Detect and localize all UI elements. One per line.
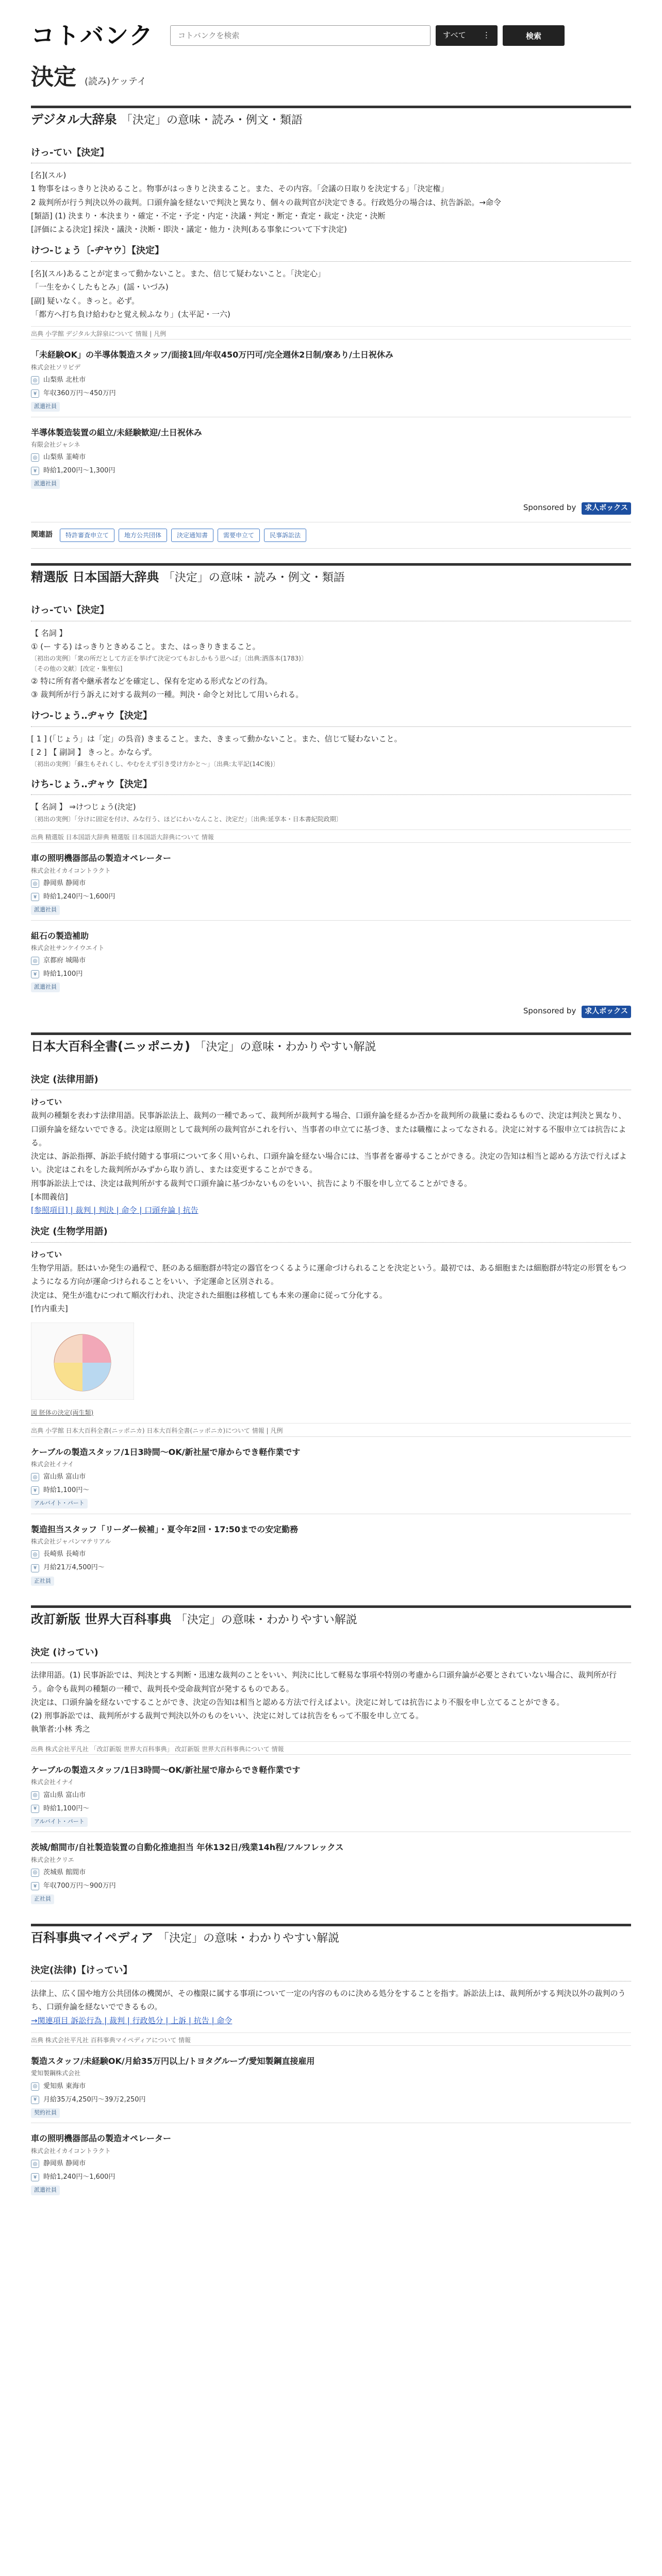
job-ad-title[interactable]: 組石の製造補助 <box>31 930 89 941</box>
entry-definition: ① (ー する) はっきりときめること。また、はっきりきまること。 <box>31 641 260 651</box>
chevron-down-icon: ⋮ <box>483 30 490 40</box>
entry-paragraph: 法律用語。(1) 民事訴訟では、判決とする判断・迅速な裁判のことをいい、判決に比して軽易な事項や特別の考慮から口頭弁論が必要とされていない場合に、裁判所が行う。命令も裁判の種類の一種で、裁判長や受命裁判官が発するものである。 <box>31 1670 617 1693</box>
money-icon: ¥ <box>31 1882 39 1890</box>
job-ad-pay: 時給1,200円〜1,300円 <box>43 467 115 475</box>
job-ad-type: 派遣社員 <box>31 479 60 489</box>
site-header <box>31 0 631 52</box>
job-ad[interactable] <box>31 842 631 920</box>
entry-example: 「都方へ打ち負け給わむと覚え候ふなり」(太平記・一六) <box>31 309 230 319</box>
job-ad-company: 株式会社クリエ <box>31 1856 74 1863</box>
search-scope-select[interactable] <box>436 25 498 46</box>
job-ad-company: 株式会社ソリビデ <box>31 363 81 371</box>
job-ad[interactable] <box>31 920 631 997</box>
job-ad-title[interactable]: 「未経験OK」の半導体製造スタッフ/面接1回/年収450万円可/完全週休2日制/寮あり/土日祝休み <box>31 350 393 360</box>
job-ad-pay: 時給1,100円〜 <box>43 1486 90 1495</box>
job-ad-title[interactable]: 茨城/館間市/自社製造装置の自動化推進担当 年休132日/残業14h程/フルフレックス <box>31 1842 344 1853</box>
job-ad-place: 静岡県 静岡市 <box>43 2159 86 2167</box>
location-icon: ◎ <box>31 879 39 888</box>
location-icon: ◎ <box>31 1473 39 1481</box>
job-ad-company: 有限会社ジャシネ <box>31 440 80 448</box>
dictionary-name: デジタル大辞泉 <box>31 112 117 127</box>
sponsored-by <box>31 501 631 515</box>
job-ad-place: 長崎県 長崎市 <box>43 1550 86 1558</box>
entry-pos: [名](スル) <box>31 171 67 180</box>
entry-heading: 決定 (けってい) <box>31 1645 631 1664</box>
entry-definition: 2 裁判所が行う判決以外の裁判。口頭弁論を経ないで判決と異なり、個々の裁判官が決定できる。行政処分の場合は、抗告訴訟。→命令 <box>31 197 501 207</box>
sponsor-label: Sponsored by <box>523 502 576 512</box>
related-chip[interactable]: 決定通知書 <box>171 529 213 542</box>
entry-heading: 決定 (法律用語) <box>31 1072 631 1091</box>
job-ad[interactable] <box>31 2123 631 2200</box>
entry-paragraph: 刑事訴訟法上では、決定は裁判所がする裁判で口頭弁論に基づかないものをいい、抗告により不服を申し立てることができる。 <box>31 1178 472 1188</box>
entry-definition: 【 名詞 】 ⇒けつじょう(決定) <box>31 802 136 812</box>
dictionary-heading-sub: 「決定」の意味・わかりやすい解説 <box>175 1614 357 1627</box>
job-ad[interactable] <box>31 417 631 494</box>
related-words <box>31 522 631 549</box>
job-ad-pay: 年収360万円〜450万円 <box>43 389 116 398</box>
entry-heading: けつ‐じょう〔‐ヂヤウ〕【決定】 <box>31 243 631 262</box>
job-ad-company: 株式会社イカイコントラクト <box>31 2147 111 2155</box>
entry-citation: 〔初出の実例〕「蘇生もそれくし、やむをえず引き受け方かと〜」〔出典:太平記(14C後)〕 <box>31 760 279 768</box>
entry-citation: 〔初出の実例〕「分けに固定を付け、みな行う、ほどにわいなんこと、決定だ」〔出典:延享本・日本書紀院政期〕 <box>31 815 342 823</box>
related-chip[interactable]: 地方公共団体 <box>119 529 167 542</box>
entry-paragraph: 決定は、発生が進むにつれて順次行われ、決定された細胞は移植しても本来の運命に従って分化する。 <box>31 1290 387 1300</box>
job-ad-title[interactable]: ケーブルの製造スタッフ/1日3時間〜OK/新社屋で扉からでき軽作業です <box>31 1765 301 1775</box>
entry-source: 出典 精選版 日本国語大辞典 精選版 日本国語大辞典について 情報 <box>31 829 631 842</box>
figure-caption[interactable]: 図 胚体の決定(両生類) <box>31 1409 94 1416</box>
money-icon: ¥ <box>31 1805 39 1813</box>
dictionary-heading <box>31 1924 631 1956</box>
dictionary-heading-sub: 「決定」の意味・わかりやすい解説 <box>157 1931 339 1945</box>
dictionary-heading <box>31 1032 631 1065</box>
sponsor-label: Sponsored by <box>523 1006 576 1015</box>
entry-paragraph: 決定は、訴訟指揮、訴訟手続付随する事項について多く用いられ、口頭弁論を経ない場合には、当事者を審尋することができる。決定の告知は相当と認める方法で行えばよい。決定はこれをした裁判所がみずから取り消し、または変更することができる。 <box>31 1151 627 1175</box>
job-ad-title[interactable]: ケーブルの製造スタッフ/1日3時間〜OK/新社屋で扉からでき軽作業です <box>31 1447 301 1457</box>
entry-heading: けつ‐じょう‥ヂャウ【決定】 <box>31 708 631 727</box>
entry-references[interactable]: →関連項目 訴訟行為 | 裁判 | 行政処分 | 上訴 | 抗告 | 命令 <box>31 2015 233 2025</box>
entry-references[interactable]: [参照項目] | 裁判 | 判決 | 命令 | 口頭弁論 | 抗告 <box>31 1206 198 1215</box>
job-ad-title[interactable]: 半導体製造装置の組立/未経験歓迎/土日祝休み <box>31 427 202 437</box>
entry-citation: 〔その他の文献〕[改定・集聖伝] <box>31 665 123 673</box>
section-sekai <box>31 1605 631 1754</box>
entry-definition: [名](スル)あることが定まって動かないこと。また、信じて疑わないこと。「決定心」 <box>31 269 325 279</box>
job-ads <box>31 2045 631 2200</box>
money-icon: ¥ <box>31 893 39 901</box>
job-ad-place: 静岡県 静岡市 <box>43 879 86 887</box>
job-ad-title[interactable]: 車の照明機器部品の製造オペレーター <box>31 853 172 863</box>
job-ad-place: 山梨県 北杜市 <box>43 376 86 384</box>
dictionary-heading <box>31 106 631 138</box>
money-icon: ¥ <box>31 1486 39 1495</box>
entry-definition: [副] 疑いなく。きっと。必ず。 <box>31 296 139 306</box>
money-icon: ¥ <box>31 970 39 978</box>
job-ad-company: 愛知製鋼株式会社 <box>31 2070 81 2077</box>
job-ad-company: 株式会社イカイコントラクト <box>31 867 111 874</box>
job-ad-pay: 時給1,100円 <box>43 970 83 978</box>
headword: 決定 <box>31 64 76 90</box>
job-ad-pay: 月給21万4,500円〜 <box>43 1564 105 1572</box>
job-ad-pay: 年収700万円〜900万円 <box>43 1882 116 1890</box>
job-ad-title[interactable]: 車の照明機器部品の製造オペレーター <box>31 2133 172 2144</box>
job-ad[interactable] <box>31 2045 631 2123</box>
job-ad-place: 愛知県 東海市 <box>43 2082 86 2090</box>
money-icon: ¥ <box>31 1564 39 1572</box>
entry-author: [本間義信] <box>31 1192 68 1201</box>
money-icon: ¥ <box>31 467 39 475</box>
job-ad-place: 山梨県 韮崎市 <box>43 453 86 462</box>
location-icon: ◎ <box>31 957 39 965</box>
job-ad-pay: 時給1,240円〜1,600円 <box>43 2173 115 2181</box>
entry-heading: けっ‐てい【決定】 <box>31 145 631 164</box>
entry-definition: [ 2 ] 【 副詞 】 きっと。かならず。 <box>31 748 157 757</box>
section-daijisen <box>31 106 631 340</box>
section-nikkoku <box>31 563 631 842</box>
job-ad[interactable] <box>31 1754 631 1832</box>
entry-pos: 【 名詞 】 <box>31 628 67 638</box>
job-ad-place: 京都府 城陽市 <box>43 957 86 965</box>
related-chip[interactable]: 民事訴訟法 <box>264 529 306 542</box>
entry-author: [竹内重夫] <box>31 1303 68 1313</box>
job-ad-place: 富山県 富山市 <box>43 1791 86 1799</box>
entry-definition: 1 物事をはっきりと決めること。物事がはっきりと決まること。また、その内容。「会議の日取りを決定する」「決定権」 <box>31 184 449 194</box>
location-icon: ◎ <box>31 453 39 462</box>
money-icon: ¥ <box>31 389 39 398</box>
job-ad-type: アルバイト・パート <box>31 1817 88 1827</box>
job-ad-type: 派遣社員 <box>31 402 60 412</box>
job-ad-type: 正社員 <box>31 1577 54 1586</box>
search-bar <box>170 25 565 46</box>
site-logo[interactable]: コトバンク <box>31 22 154 49</box>
entry-paragraph: 法律上、広く国や地方公共団体の機関が、その権限に属する事項について一定の内容のものに決める処分をすることを指す。訴訟法上は、裁判所がする判決以外の裁判のうち、口頭弁論を経ないでできるもの。 <box>31 1989 626 2012</box>
job-ad-pay: 時給1,100円〜 <box>43 1804 90 1812</box>
dictionary-heading-sub: 「決定」の意味・わかりやすい解説 <box>194 1040 376 1054</box>
related-label: 関連語 <box>31 531 53 539</box>
entry-reading: けってい <box>31 1097 62 1107</box>
job-ad[interactable] <box>31 1436 631 1514</box>
job-ad-place: 富山県 富山市 <box>43 1473 86 1481</box>
entry-source: 出典 株式会社平凡社 「改訂新版 世界大百科事典」 改訂新版 世界大百科事典について 情報 <box>31 1741 631 1754</box>
job-ad-title[interactable]: 製造担当スタッフ「リーダー候補」・夏令年2回・17:50までの安定勤務 <box>31 1524 299 1534</box>
entry-source: 出典 株式会社平凡社 百科事典マイペディアについて 情報 <box>31 2032 631 2045</box>
job-ad[interactable] <box>31 1514 631 1591</box>
entry-heading: 決定 (生物学用語) <box>31 1224 631 1243</box>
job-ad-pay: 月給35万4,250円〜39万2,250円 <box>43 2095 146 2104</box>
job-ad[interactable] <box>31 339 631 416</box>
location-icon: ◎ <box>31 1550 39 1558</box>
job-ad-type: アルバイト・パート <box>31 1499 88 1509</box>
location-icon: ◎ <box>31 2082 39 2091</box>
dictionary-name: 改訂新版 世界大百科事典 <box>31 1612 172 1627</box>
job-ad-place: 茨城県 館間市 <box>43 1868 86 1876</box>
job-ad-pay: 時給1,240円〜1,600円 <box>43 893 115 901</box>
related-chip[interactable]: 特許審査申立て <box>60 529 114 542</box>
related-chip[interactable]: 需要申立て <box>218 529 260 542</box>
entry-citation: 〔初出の実例〕「衆の所だとして方正を挙げて決定つてもおしかもう思へば」〔出典:洒落本(1783)〕 <box>31 655 307 663</box>
embryo-figure[interactable] <box>31 1323 134 1400</box>
entry-definition: ② 特に所有者や継承者などを確定し、保有を定める形式などの行為。 <box>31 676 273 686</box>
dictionary-heading <box>31 1605 631 1638</box>
money-icon: ¥ <box>31 2173 39 2181</box>
job-ad-type: 派遣社員 <box>31 905 60 915</box>
job-ad-company: 株式会社ジャパンマテリアル <box>31 1537 111 1545</box>
entry-heading: けち‐じょう‥ヂャウ【決定】 <box>31 777 631 795</box>
search-scope-value: すべて <box>443 30 466 40</box>
entry-definition: ③ 裁判所が行う訴えに対する裁判の一種。判決・命令と対比して用いられる。 <box>31 690 304 700</box>
location-icon: ◎ <box>31 376 39 384</box>
job-ad-type: 正社員 <box>31 1894 54 1904</box>
search-button[interactable]: 検索 <box>503 25 565 46</box>
entry-heading: けっ‐てい【決定】 <box>31 603 631 621</box>
entry-paragraph: 決定は、口頭弁論を経ないですることができ、決定の告知は相当と認める方法で行えばよい。決定に対しては抗告により不服を申し立てることができる。 <box>31 1697 565 1707</box>
sponsor-logo[interactable]: 求人ボックス <box>582 1006 631 1018</box>
section-mypedia <box>31 1924 631 2046</box>
dictionary-name: 百科事典マイペディア <box>31 1930 154 1945</box>
job-ads <box>31 339 631 514</box>
entry-source: 出典 小学館 デジタル大辞泉について 情報 | 凡例 <box>31 326 631 339</box>
entry-heading: 決定(法律)【けってい】 <box>31 1963 631 1981</box>
job-ad-type: 派遣社員 <box>31 2185 60 2195</box>
job-ads <box>31 1436 631 1591</box>
location-icon: ◎ <box>31 1869 39 1877</box>
job-ad-title[interactable]: 製造スタッフ/未経験OK/月給35万円以上/トヨタグループ/愛知製鋼直接雇用 <box>31 2056 315 2066</box>
page-title <box>31 64 631 91</box>
entry-paragraph: 生物学用語。胚はいか発生の過程で、胚のある細胞群が特定の器官をつくるように運命づけられることを決定という。最初では、ある細胞または細胞群が特定の形質をもつようになる方向が運命づけられることをいい、予定運命と区別される。 <box>31 1263 626 1286</box>
sponsor-logo[interactable]: 求人ボックス <box>582 502 631 515</box>
job-ad-type: 契約社員 <box>31 2108 60 2118</box>
search-input[interactable] <box>170 25 431 46</box>
entry-example: 「一生をかくしたもとみ」(謡・いづみ) <box>31 282 169 292</box>
job-ad-company: 株式会社サンケイウエイト <box>31 944 105 952</box>
entry-definition: [ 1 ] (「じょう」は「定」の呉音) きまること。また、きまって動かないこと。また、信じて疑わないこと。 <box>31 734 402 743</box>
section-nipponica <box>31 1032 631 1436</box>
entry-author: 執筆者:小林 秀之 <box>31 1724 90 1734</box>
dictionary-name: 精選版 日本国語大辞典 <box>31 570 159 585</box>
dictionary-heading-sub: 「決定」の意味・読み・例文・類語 <box>163 571 345 585</box>
job-ad-company: 株式会社イナイ <box>31 1460 74 1468</box>
location-icon: ◎ <box>31 2160 39 2168</box>
dictionary-heading <box>31 563 631 596</box>
job-ads <box>31 842 631 1018</box>
location-icon: ◎ <box>31 1791 39 1800</box>
entry-reading: けってい <box>31 1249 62 1259</box>
money-icon: ¥ <box>31 2096 39 2104</box>
dictionary-heading-sub: 「決定」の意味・読み・例文・類語 <box>121 113 303 127</box>
entry-paragraph: (2) 刑事訴訟では、裁判所がする裁判で判決以外のものをいい、決定に対しては抗告をもって不服を申し立てる。 <box>31 1711 424 1721</box>
job-ad-type: 派遣社員 <box>31 982 60 992</box>
job-ad-company: 株式会社イナイ <box>31 1778 74 1786</box>
job-ads <box>31 1754 631 1909</box>
entry-source: 出典 小学館 日本大百科全書(ニッポニカ) 日本大百科全書(ニッポニカ)について 情報 | 凡例 <box>31 1423 631 1436</box>
entry-paragraph: 裁判の種類を表わす法律用語。民事訴訟法上、裁判の一種であって、裁判所が裁判する場合、口頭弁論を経るか否かを裁判所の裁量に委ねるもので、決定は判決と異なり、口頭弁論を経ないでできる。決定は原則として裁判所の裁判官がこれを行い、当事者の申立てに基づき、または職権によってなされる。決定に対する不服申立ては抗告による。 <box>31 1111 626 1147</box>
dictionary-name: 日本大百科全書(ニッポニカ) <box>31 1039 190 1054</box>
job-ad[interactable] <box>31 1832 631 1909</box>
sponsored-by <box>31 1005 631 1018</box>
headword-reading: (読み)ケッテイ <box>85 76 146 87</box>
entry-synonyms-more: [評価による決定] 採決・議決・決断・即決・議定・他力・決判(ある事象について下す決定) <box>31 225 347 234</box>
entry-synonyms: [類語] (1) 決まり・本決まり・確定・不定・予定・内定・決議・判定・断定・査定・裁定・決定・決断 <box>31 211 386 221</box>
